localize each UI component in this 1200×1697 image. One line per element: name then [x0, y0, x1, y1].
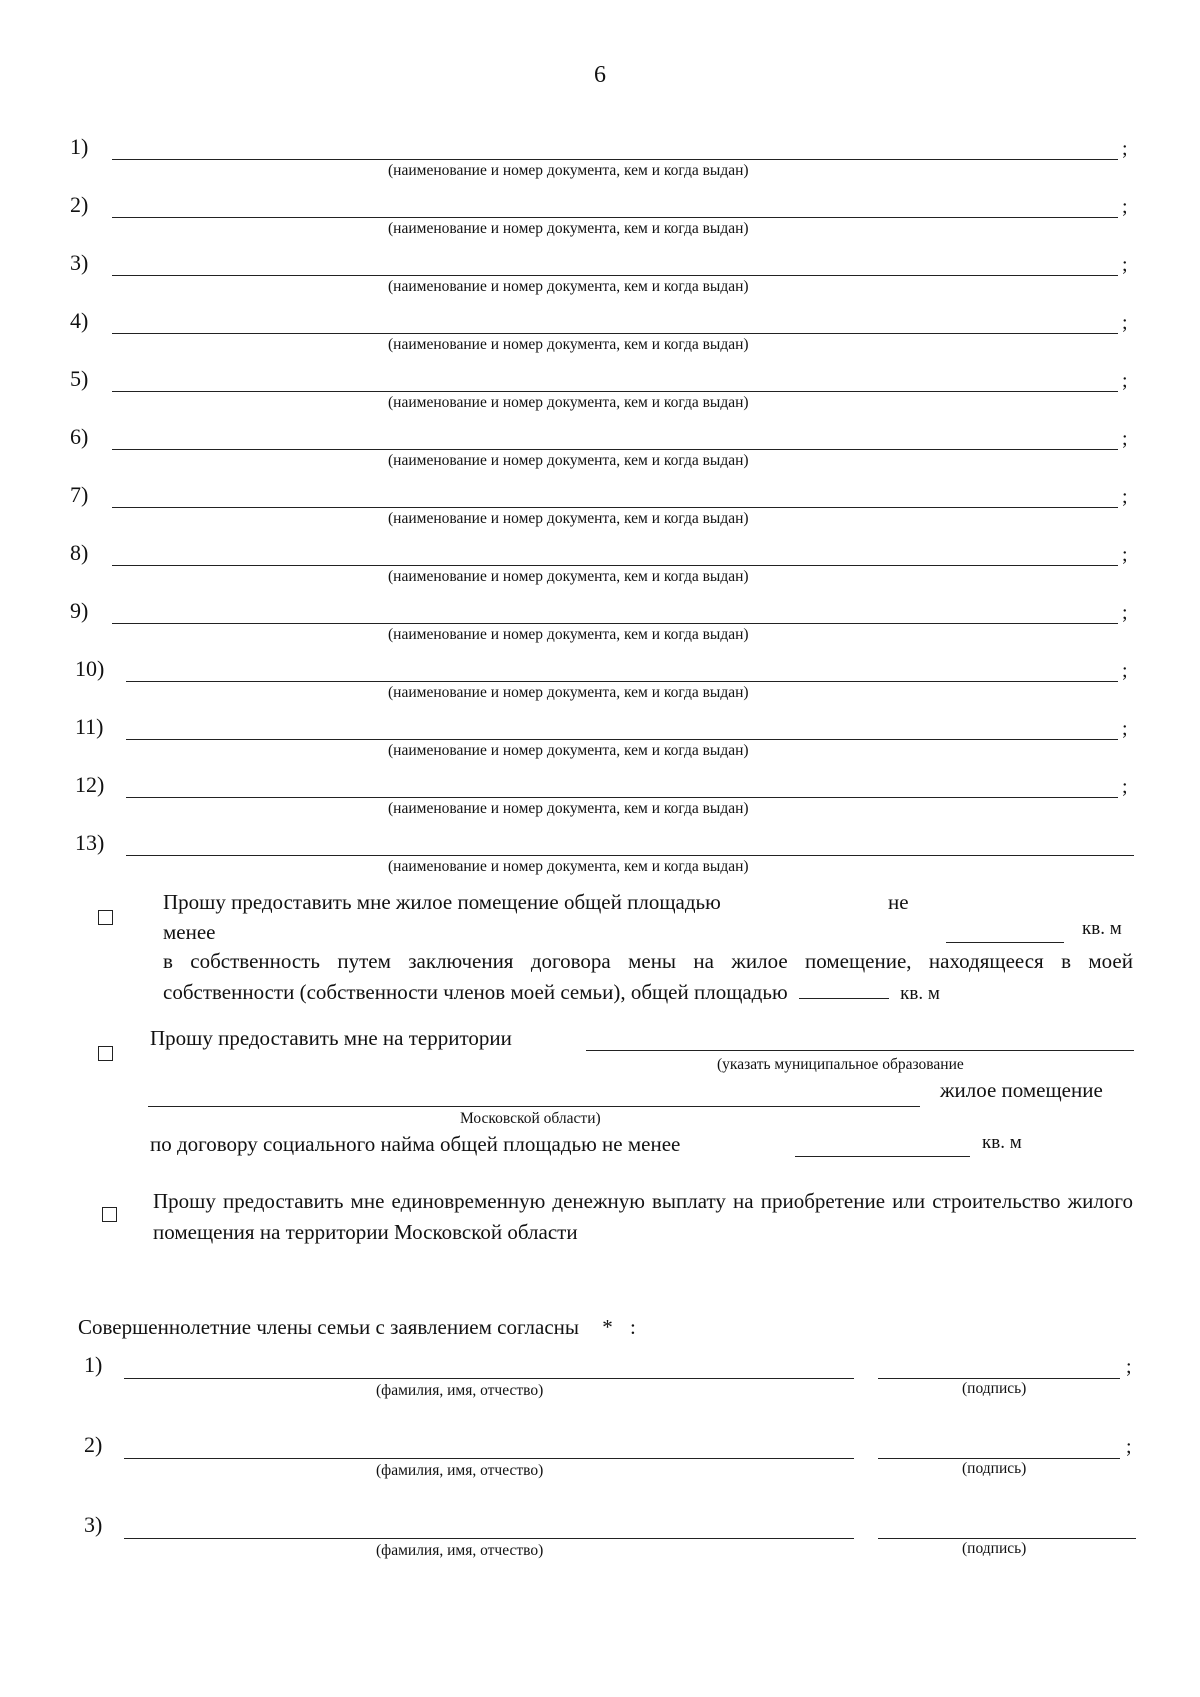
option1-menee: менее — [163, 920, 216, 944]
document-item-number: 8) — [70, 540, 89, 565]
family-signature-hint: (подпись) — [962, 1540, 1027, 1557]
document-item-number: 10) — [75, 656, 105, 681]
document-item-number: 7) — [70, 482, 89, 507]
document-item-field[interactable] — [112, 159, 1118, 160]
family-heading-text: Совершеннолетние члены семьи с заявлением согласны — [78, 1315, 580, 1339]
document-item-number: 11) — [75, 714, 104, 739]
family-name-field[interactable] — [124, 1378, 854, 1379]
option1-area2-field[interactable] — [799, 980, 889, 999]
document-item-semicolon: ; — [1122, 254, 1128, 276]
document-item-number: 2) — [70, 192, 89, 217]
family-item-number: 1) — [84, 1352, 103, 1377]
option2-checkbox[interactable] — [98, 1046, 113, 1061]
option2-territory-field[interactable] — [586, 1050, 1134, 1051]
document-item-semicolon: ; — [1122, 428, 1128, 450]
option2-line1: Прошу предоставить мне на территории — [150, 1026, 512, 1050]
document-item-semicolon: ; — [1122, 138, 1128, 160]
family-item-semicolon: ; — [1126, 1436, 1132, 1458]
document-item-hint: (наименование и номер документа, кем и когда выдан) — [388, 510, 749, 527]
option3-checkbox[interactable] — [102, 1207, 117, 1222]
family-name-hint: (фамилия, имя, отчество) — [376, 1382, 544, 1399]
document-item-field[interactable] — [112, 275, 1118, 276]
document-item-number: 3) — [70, 250, 89, 275]
document-item-field[interactable] — [126, 855, 1134, 856]
document-item-field[interactable] — [112, 507, 1118, 508]
family-star: * — [602, 1315, 613, 1339]
family-signature-field[interactable] — [878, 1378, 1120, 1379]
family-signature-field[interactable] — [878, 1538, 1136, 1539]
option2-tail: жилое помещение — [940, 1078, 1103, 1102]
family-signature-hint: (подпись) — [962, 1460, 1027, 1477]
page-number: 6 — [594, 62, 606, 88]
document-item-number: 13) — [75, 830, 105, 855]
document-item-number: 6) — [70, 424, 89, 449]
family-name-field[interactable] — [124, 1458, 854, 1459]
option1-ne: не — [888, 890, 909, 914]
document-item-field[interactable] — [112, 623, 1118, 624]
document-item-hint: (наименование и номер документа, кем и когда выдан) — [388, 162, 749, 179]
document-item-field[interactable] — [112, 565, 1118, 566]
document-item-hint: (наименование и номер документа, кем и когда выдан) — [388, 742, 749, 759]
document-item-number: 12) — [75, 772, 105, 797]
document-item-hint: (наименование и номер документа, кем и когда выдан) — [388, 394, 749, 411]
document-item-number: 4) — [70, 308, 89, 333]
option2-area-field[interactable] — [795, 1156, 970, 1157]
document-item-semicolon: ; — [1122, 486, 1128, 508]
document-item-semicolon: ; — [1122, 544, 1128, 566]
document-item-semicolon: ; — [1122, 660, 1128, 682]
document-item-field[interactable] — [126, 739, 1118, 740]
document-item-semicolon: ; — [1122, 196, 1128, 218]
document-item-semicolon: ; — [1122, 718, 1128, 740]
document-item-hint: (наименование и номер документа, кем и когда выдан) — [388, 858, 749, 875]
document-item-semicolon: ; — [1122, 312, 1128, 334]
option2-hint2: Московской области) — [460, 1110, 601, 1127]
document-item-hint: (наименование и номер документа, кем и когда выдан) — [388, 278, 749, 295]
document-item-hint: (наименование и номер документа, кем и когда выдан) — [388, 684, 749, 701]
family-name-hint: (фамилия, имя, отчество) — [376, 1542, 544, 1559]
option3-text: Прошу предоставить мне единовременную денежную выплату на приобретение или строительство жилого помещения на территории Московской области — [153, 1189, 1133, 1244]
option1-paragraph-text: в собственность путем заключения договора мены на жилое помещение, находящееся в моей собственности (собственности членов моей семьи), общей площадью — [163, 949, 1133, 1004]
option1-area-field[interactable] — [946, 942, 1064, 943]
document-item-hint: (наименование и номер документа, кем и когда выдан) — [388, 336, 749, 353]
document-item-hint: (наименование и номер документа, кем и когда выдан) — [388, 800, 749, 817]
document-item-semicolon: ; — [1122, 776, 1128, 798]
option1-checkbox[interactable] — [98, 910, 113, 925]
option2-unit: кв. м — [982, 1132, 1022, 1153]
family-signature-hint: (подпись) — [962, 1380, 1027, 1397]
family-item-semicolon: ; — [1126, 1356, 1132, 1378]
document-item-hint: (наименование и номер документа, кем и когда выдан) — [388, 568, 749, 585]
family-name-hint: (фамилия, имя, отчество) — [376, 1462, 544, 1479]
document-item-hint: (наименование и номер документа, кем и когда выдан) — [388, 626, 749, 643]
option2-municipality-field[interactable] — [148, 1106, 920, 1107]
document-item-number: 9) — [70, 598, 89, 623]
option1-paragraph — [163, 946, 1133, 1009]
family-signature-field[interactable] — [878, 1458, 1120, 1459]
document-item-semicolon: ; — [1122, 602, 1128, 624]
family-colon: : — [630, 1315, 636, 1339]
document-item-field[interactable] — [112, 333, 1118, 334]
option2-hint1: (указать муниципальное образование — [717, 1056, 964, 1073]
family-name-field[interactable] — [124, 1538, 854, 1539]
document-item-field[interactable] — [126, 797, 1118, 798]
document-item-number: 5) — [70, 366, 89, 391]
option1-unit2: кв. м — [900, 983, 940, 1004]
option2-line3: по договору социального найма общей площадью не менее — [150, 1132, 681, 1156]
option1-unit: кв. м — [1082, 918, 1122, 939]
document-item-field[interactable] — [112, 391, 1118, 392]
document-item-field[interactable] — [112, 217, 1118, 218]
document-item-hint: (наименование и номер документа, кем и когда выдан) — [388, 452, 749, 469]
family-item-number: 2) — [84, 1432, 103, 1457]
document-item-hint: (наименование и номер документа, кем и когда выдан) — [388, 220, 749, 237]
family-item-number: 3) — [84, 1512, 103, 1537]
document-item-semicolon: ; — [1122, 370, 1128, 392]
family-heading — [78, 1315, 636, 1340]
document-item-number: 1) — [70, 134, 89, 159]
document-item-field[interactable] — [112, 449, 1118, 450]
option1-line1: Прошу предоставить мне жилое помещение общей площадью — [163, 890, 721, 914]
document-item-field[interactable] — [126, 681, 1118, 682]
